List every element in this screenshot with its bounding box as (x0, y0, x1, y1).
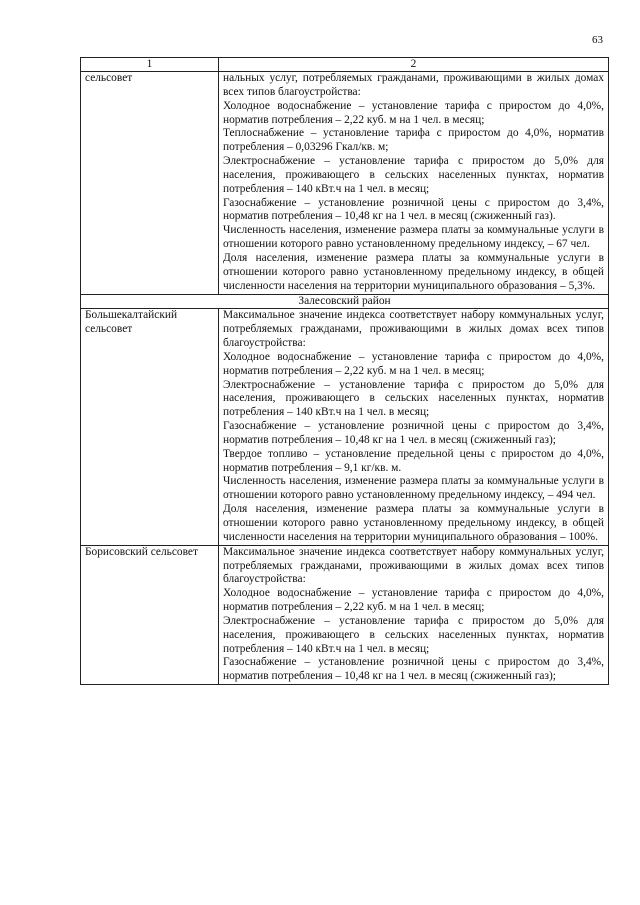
table-row (81, 309, 609, 545)
paragraph: Газоснабжение – установление розничной цены с приростом до 3,4%, норматив потребления – 10,48 кг на 1 чел. в месяц (сжиженный газ). (223, 196, 604, 223)
paragraph: Электроснабжение – установление тарифа с приростом до 5,0% для населения, проживающего в сельских населенных пунктах, норматив потребления – 140 кВт.ч на 1 чел. в месяц; (223, 378, 604, 419)
column-header-2: 2 (219, 58, 609, 72)
municipality-name: Борисовский сельсовет (81, 545, 219, 684)
paragraph: Максимальное значение индекса соответствует набору коммунальных услуг, потребляемых гражданами, проживающими в жилых домах всех типов благоустройства: (223, 309, 604, 350)
paragraph: Холодное водоснабжение – установление тарифа с приростом до 4,0%, норматив потребления – 2,22 куб. м на 1 чел. в месяц; (223, 350, 604, 377)
paragraph: Численность населения, изменение размера платы за коммунальные услуги в отношении которого равно установленному предельному индексу, – 67 чел. (223, 224, 604, 251)
table-header-row (81, 58, 609, 72)
district-row (81, 294, 609, 309)
paragraph: Доля населения, изменение размера платы за коммунальные услуги в отношении которого равно установленному предельному индексу, в общей численности населения на территории муниципального образования – 5,3%. (223, 251, 604, 292)
description-cell (219, 72, 609, 295)
paragraph: Твердое топливо – установление предельной цены с приростом до 4,0%, норматив потребления – 9,1 кг/кв. м. (223, 447, 604, 474)
paragraph: Электроснабжение – установление тарифа с приростом до 5,0% для населения, проживающего в сельских населенных пунктах, норматив потребления – 140 кВт.ч на 1 чел. в месяц; (223, 155, 604, 195)
column-header-1: 1 (81, 58, 219, 72)
description-cell (219, 545, 609, 684)
paragraph: Максимальное значение индекса соответствует набору коммунальных услуг, потребляемых гражданами, проживающими в жилых домах всех типов благоустройства: (223, 545, 604, 586)
paragraph: Газоснабжение – установление розничной цены с приростом до 3,4%, норматив потребления – 10,48 кг на 1 чел. в месяц (сжиженный газ); (223, 420, 604, 446)
paragraph: Электроснабжение – установление тарифа с приростом до 5,0% для населения, проживающего в сельских населенных пунктах, норматив потребления – 140 кВт.ч на 1 чел. в месяц; (223, 614, 604, 655)
paragraph: Теплоснабжение – установление тарифа с приростом до 4,0%, норматив потребления – 0,03296 Гкал/кв. м; (223, 127, 604, 154)
paragraph: Доля населения, изменение размера платы за коммунальные услуги в отношении которого равно установленному предельному индексу, в общей численности населения на территории муниципального образования – 100%. (223, 503, 604, 543)
description-cell (219, 309, 609, 545)
paragraph: Численность населения, изменение размера платы за коммунальные услуги в отношении которого равно установленному предельному индексу, – 494 чел. (223, 475, 604, 502)
district-name: Залесовский район (81, 294, 609, 309)
table-row (81, 72, 609, 295)
paragraph: Холодное водоснабжение – установление тарифа с приростом до 4,0%, норматив потребления – 2,22 куб. м на 1 чел. в месяц; (223, 587, 604, 614)
table-row (81, 545, 609, 684)
paragraph: нальных услуг, потребляемых гражданами, проживающими в жилых домах всех типов благоустройства: (223, 72, 604, 98)
municipality-name: Большекалтайский сельсовет (81, 309, 219, 545)
document-table (80, 57, 609, 685)
paragraph: Холодное водоснабжение – установление тарифа с приростом до 4,0%, норматив потребления – 2,22 куб. м на 1 чел. в месяц; (223, 99, 604, 126)
paragraph: Газоснабжение – установление розничной цены с приростом до 3,4%, норматив потребления – 10,48 кг на 1 чел. в месяц (сжиженный газ); (223, 656, 604, 683)
municipality-name: сельсовет (81, 72, 219, 295)
page-number: 63 (592, 34, 603, 46)
